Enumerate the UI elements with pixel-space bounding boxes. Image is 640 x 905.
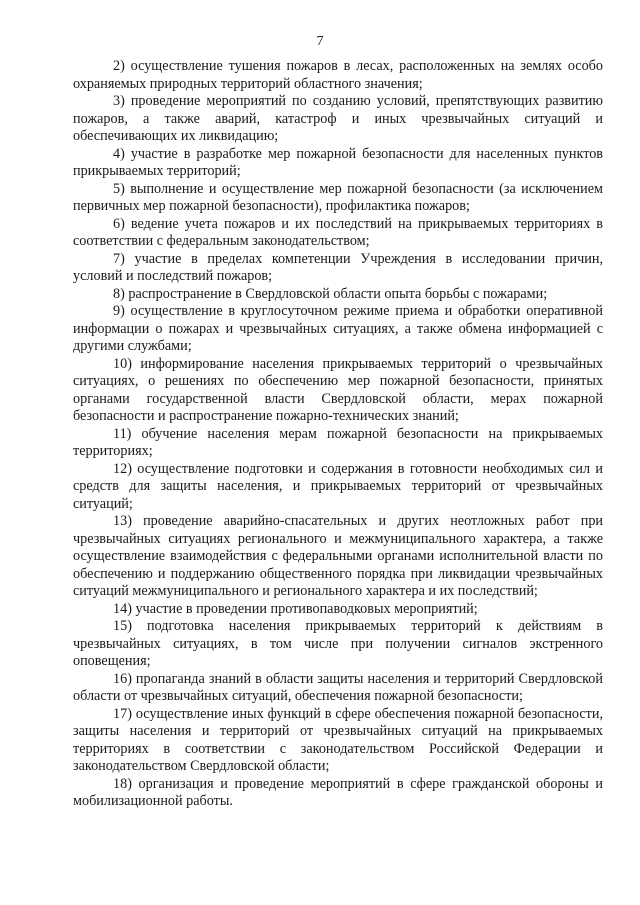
list-item: 9) осуществление в круглосуточном режиме приема и обработки оперативной информации о пожарах и чрезвычайных ситуациях, а также обмена информацией с другими службами;: [73, 303, 603, 354]
list-item: 18) организация и проведение мероприятий в сфере гражданской обороны и мобилизационной работы.: [73, 775, 603, 809]
list-item: 10) информирование населения прикрываемых территорий о чрезвычайных ситуациях, о решениях по обеспечению мер пожарной безопасности, принятых органами государственной власти Свердловской области, мерах пожарной безопасности и распространение пожарно-технических знаний;: [73, 355, 603, 424]
list-item: 3) проведение мероприятий по созданию условий, препятствующих развитию пожаров, а также аварий, катастроф и иных чрезвычайных ситуаций и обеспечивающих их ликвидацию;: [73, 93, 603, 144]
page-number: 7: [316, 34, 324, 49]
list-item: 17) осуществление иных функций в сфере обеспечения пожарной безопасности, защиты населения и территорий от чрезвычайных ситуаций на прикрываемых территориях в соответствии с законодательством Российской Федерации и законодательством Свердловской области;: [73, 705, 603, 774]
list-item: 15) подготовка населения прикрываемых территорий к действиям в чрезвычайных ситуациях, в том числе при получении сигналов экстренного оповещения;: [73, 618, 603, 669]
list-item: 6) ведение учета пожаров и их последствий на прикрываемых территориях в соответствии с федеральным законодательством;: [73, 215, 603, 249]
list-item: 2) осуществление тушения пожаров в лесах, расположенных на землях особо охраняемых природных территорий областного значения;: [73, 58, 603, 92]
list-item: 7) участие в пределах компетенции Учреждения в исследовании причин, условий и последствий пожаров;: [73, 250, 603, 284]
document-body: [73, 58, 603, 811]
list-item: 11) обучение населения мерам пожарной безопасности на прикрываемых территориях;: [73, 425, 603, 459]
list-item: 13) проведение аварийно-спасательных и других неотложных работ при чрезвычайных ситуациях регионального и межмуниципального характера, а также осуществление взаимодействия с федеральными органами исполнительной власти по обеспечению и поддержанию общественного порядка при ликвидации чрезвычайных ситуаций межмуниципального и регионального характера и их последствий;: [73, 513, 603, 599]
list-item: 14) участие в проведении противопаводковых мероприятий;: [113, 600, 478, 617]
list-item: 12) осуществление подготовки и содержания в готовности необходимых сил и средств для защиты населения, и прикрываемых территорий от чрезвычайных ситуаций;: [73, 460, 603, 512]
list-item: 5) выполнение и осуществление мер пожарной безопасности (за исключением первичных мер пожарной безопасности), профилактика пожаров;: [73, 180, 603, 214]
list-item: 8) распространение в Свердловской области опыта борьбы с пожарами;: [113, 285, 548, 302]
list-item: 4) участие в разработке мер пожарной безопасности для населенных пунктов прикрываемых территорий;: [73, 145, 603, 179]
list-item: 16) пропаганда знаний в области защиты населения и территорий Свердловской области от чрезвычайных ситуаций, обеспечения пожарной безопасности;: [73, 670, 603, 704]
